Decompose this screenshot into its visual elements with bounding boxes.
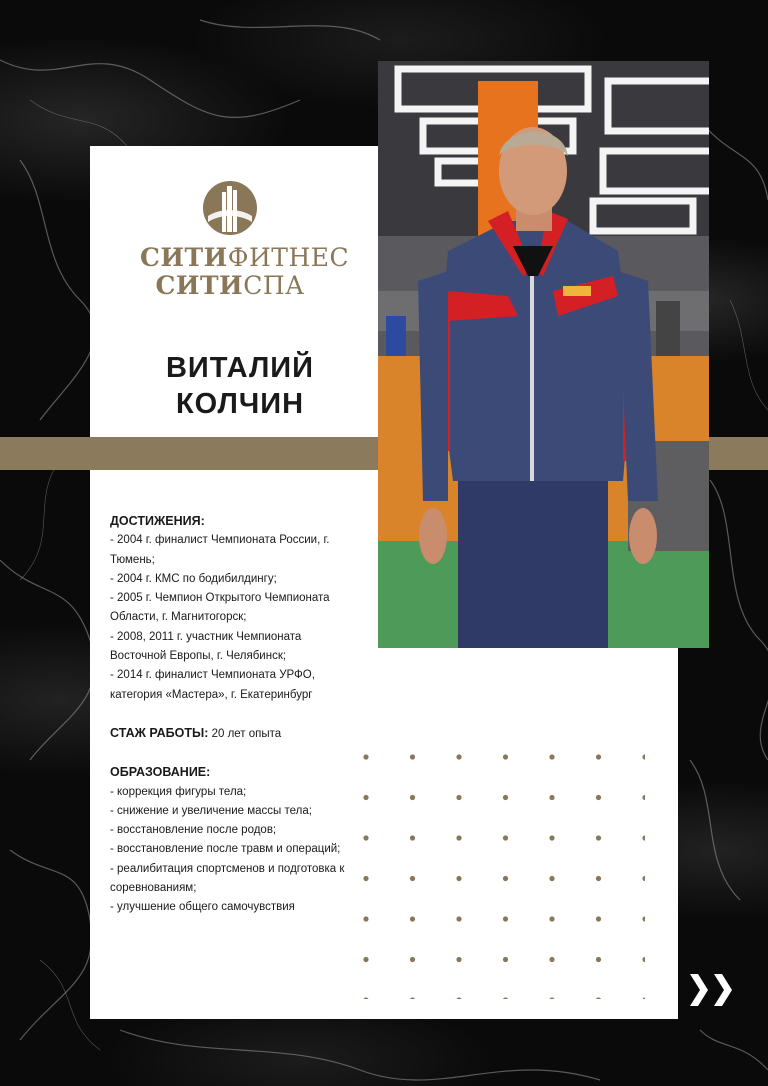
achievement-line: - 2014 г. финалист Чемпионата УРФО, [110,669,315,682]
grid-dot [503,795,508,800]
grid-dot [549,957,554,962]
trainer-name [140,350,340,422]
logo-text-thin: СПА [243,271,305,300]
trainer-info [110,512,360,918]
grid-dot [596,876,601,881]
logo-text-bold: СИТИ [140,243,228,272]
grid-dot [456,997,461,999]
logo-line-2 [140,272,320,300]
education-line: - реалибитация спортсменов и подготовка к [110,862,345,875]
trainer-photo-illustration [378,61,709,648]
grid-dot [456,916,461,921]
logo-text-thin: ФИТНЕС [227,243,350,272]
achievement-line: - 2004 г. КМС по бодибилдингу; [110,572,277,585]
logo-text-bold: СИТИ [155,271,244,300]
grid-dot [642,876,645,881]
education-line: - восстановление после родов; [110,824,277,837]
logo-line-1 [140,243,350,272]
experience-label: СТАЖ РАБОТЫ: [110,725,209,740]
achievement-line: категория «Мастера», г. Екатеринбург [110,688,313,701]
experience-line [110,724,360,744]
education-line: - коррекция фигуры тела; [110,785,247,798]
achievement-line: Тюмень; [110,553,155,566]
grid-dot [549,754,554,759]
grid-dot [596,754,601,759]
grid-dot [596,916,601,921]
education-line: - улучшение общего самочувствия [110,901,295,914]
grid-dot [456,835,461,840]
grid-dot [503,957,508,962]
education-title: ОБРАЗОВАНИЕ: [110,765,211,780]
achievement-line: - 2005 г. Чемпион Открытого Чемпионата [110,592,330,605]
grid-dot [410,957,415,962]
grid-dot [642,997,645,999]
grid-dot [363,997,368,999]
grid-dot [503,916,508,921]
grid-dot [410,916,415,921]
grid-dot [456,795,461,800]
grid-dot [410,835,415,840]
grid-dot [549,876,554,881]
grid-dot [410,997,415,999]
education-line: соревнованиям; [110,882,197,895]
grid-dot [363,876,368,881]
experience-value: 20 лет опыта [211,727,282,740]
trainer-photo [378,61,709,648]
grid-dot [642,835,645,840]
grid-dot [503,835,508,840]
trainer-first-name: ВИТАЛИЙ [165,352,314,384]
education-line: - снижение и увеличение массы тела; [110,804,312,817]
grid-dot [363,795,368,800]
grid-dot [549,795,554,800]
next-chevrons-icon [688,970,740,1010]
education-line: - восстановление после травм и операций; [110,843,341,856]
achievement-line: - 2004 г. финалист Чемпионата России, г. [110,534,330,547]
grid-dot [642,916,645,921]
grid-dot [549,916,554,921]
achievement-line: - 2008, 2011 г. участник Чемпионата [110,630,302,643]
grid-dot [456,754,461,759]
grid-dot [410,754,415,759]
brand-logo [140,178,350,308]
card-gold-band [90,437,380,470]
grid-dot [503,876,508,881]
grid-dot [596,957,601,962]
decorative-dot-grid [363,754,645,999]
grid-dot [363,957,368,962]
grid-dot [410,795,415,800]
achievements-title: ДОСТИЖЕНИЯ: [110,514,205,528]
trainer-last-name: КОЛЧИН [175,388,305,420]
achievement-line: Области, г. Магнитогорск; [110,611,247,624]
grid-dot [596,835,601,840]
grid-dot [642,957,645,962]
grid-dot [363,754,368,759]
achievement-line: Восточной Европы, г. Челябинск; [110,650,287,663]
grid-dot [456,876,461,881]
grid-dot [456,957,461,962]
grid-dot [642,754,645,759]
grid-dot [363,835,368,840]
grid-dot [549,997,554,999]
grid-dot [596,795,601,800]
grid-dot [549,835,554,840]
grid-dot [410,876,415,881]
grid-dot [596,997,601,999]
grid-dot [642,795,645,800]
grid-dot [363,916,368,921]
grid-dot [503,754,508,759]
grid-dot [503,997,508,999]
building-emblem-icon [200,178,260,238]
